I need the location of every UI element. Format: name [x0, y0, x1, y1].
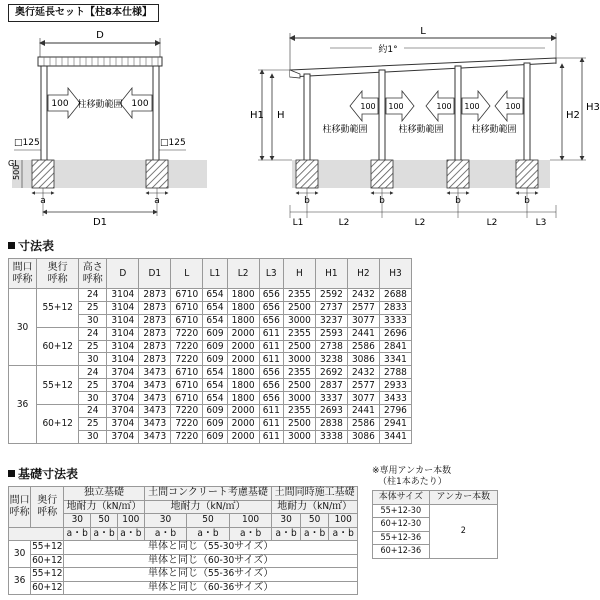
dim-value-cell: 1800	[227, 301, 259, 314]
dim-value-cell: 654	[203, 314, 227, 327]
found-width-cell: 30	[9, 541, 31, 568]
dim-value-cell: 2873	[139, 301, 171, 314]
dim-value-cell: 2441	[347, 327, 379, 340]
foundation-left	[32, 160, 54, 188]
found-strength-cell: 地耐力（kN/㎡）	[64, 500, 144, 514]
dim-value-cell: 2432	[347, 289, 379, 302]
dim-value-cell: 654	[203, 366, 227, 379]
dim-value-cell: 3238	[315, 353, 347, 366]
dim-value-cell: 3441	[379, 430, 411, 443]
dim-value-cell: 25	[79, 417, 107, 430]
range-value-r2: 100	[388, 102, 404, 111]
dim-value-cell: 2000	[227, 417, 259, 430]
dim-value-cell: 2500	[283, 301, 315, 314]
dim-value-cell: 2692	[315, 366, 347, 379]
dim-value-cell: 6710	[171, 314, 203, 327]
dim-value-cell: 7220	[171, 430, 203, 443]
dim-value-cell: 2441	[347, 405, 379, 418]
range-value-r4: 100	[464, 102, 480, 111]
dim-value-cell: 2841	[379, 340, 411, 353]
range-label-r3: 柱移動範囲	[471, 125, 517, 135]
dim-value-cell: 2837	[315, 379, 347, 392]
found-ab-cell: a・b	[229, 527, 272, 541]
label-H1: H1	[250, 110, 264, 121]
found-type-cell: 独立基礎	[64, 487, 144, 501]
dim-value-cell: 6710	[171, 289, 203, 302]
dim-value-cell: 2873	[139, 289, 171, 302]
label-D: D	[96, 30, 104, 41]
dim-value-cell: 611	[259, 353, 283, 366]
label-L3: L3	[535, 218, 547, 228]
found-ab-cell: a・b	[272, 527, 301, 541]
found-text-cell: 単体と同じ（60-36サイズ）	[64, 581, 358, 595]
dim-value-cell: 3333	[379, 314, 411, 327]
dim-value-cell: 3104	[107, 353, 139, 366]
section-header: 奥行延長セット【柱8本仕様】	[8, 4, 159, 22]
foundation-right	[146, 160, 168, 188]
range-value-r3: 100	[436, 102, 452, 111]
dim-value-cell: 2688	[379, 289, 411, 302]
anchor-row	[373, 504, 498, 518]
found-strength-cell: 地耐力（kN/㎡）	[272, 500, 358, 514]
label-L2a: L2	[338, 218, 350, 228]
anchor-count-cell: 2	[429, 504, 497, 558]
dim-value-cell: 3473	[139, 379, 171, 392]
dim-value-cell: 3704	[107, 392, 139, 405]
dim-value-cell: 611	[259, 417, 283, 430]
dim-header-cell: 奥行 呼称	[37, 259, 79, 289]
dim-value-cell: 611	[259, 340, 283, 353]
dim-value-cell: 3473	[139, 392, 171, 405]
anchor-size-cell: 55+12-30	[373, 504, 430, 518]
dim-header-cell: L1	[203, 259, 227, 289]
dim-value-cell: 24	[79, 405, 107, 418]
dim-value-cell: 2577	[347, 379, 379, 392]
dim-value-cell: 3086	[347, 353, 379, 366]
dim-section-title: 寸法表	[8, 237, 54, 254]
dim-value-cell: 1800	[227, 379, 259, 392]
dim-value-cell: 6710	[171, 379, 203, 392]
label-b4: b	[524, 196, 530, 206]
dim-value-cell: 6710	[171, 392, 203, 405]
found-level-cell: 30	[272, 514, 301, 528]
found-level-cell: 50	[91, 514, 118, 528]
dim-value-cell: 654	[203, 301, 227, 314]
found-type-cell: 土間同時施工基礎	[272, 487, 358, 501]
dim-value-cell: 654	[203, 379, 227, 392]
anchor-note: ※専用アンカー本数 （柱1本あたり）	[372, 466, 452, 487]
found-level-cell: 100	[117, 514, 144, 528]
dim-header-cell: D	[107, 259, 139, 289]
dim-value-cell: 30	[79, 430, 107, 443]
dim-value-cell: 3104	[107, 327, 139, 340]
foundation-table	[8, 486, 358, 595]
dim-value-cell: 7220	[171, 327, 203, 340]
dim-value-cell: 7220	[171, 405, 203, 418]
dim-value-cell: 656	[259, 392, 283, 405]
dim-value-cell: 3473	[139, 405, 171, 418]
dim-header-cell: D1	[139, 259, 171, 289]
dim-value-cell: 3000	[283, 314, 315, 327]
dim-value-cell: 609	[203, 340, 227, 353]
dim-value-cell: 1800	[227, 289, 259, 302]
dim-value-cell: 2933	[379, 379, 411, 392]
label-b3: b	[455, 196, 461, 206]
label-H: H	[277, 110, 285, 121]
dim-value-cell: 2873	[139, 314, 171, 327]
label-depth: 500	[12, 164, 21, 180]
dim-value-cell: 654	[203, 392, 227, 405]
dim-value-cell: 3000	[283, 430, 315, 443]
roof-side	[290, 58, 556, 77]
dim-row	[9, 405, 412, 418]
found-strength-cell: 地耐力（kN/㎡）	[144, 500, 272, 514]
dim-value-cell: 2577	[347, 301, 379, 314]
dim-value-cell: 3433	[379, 392, 411, 405]
dim-depth-cell: 55+12	[37, 289, 79, 328]
dim-value-cell: 609	[203, 327, 227, 340]
dim-value-cell: 2873	[139, 340, 171, 353]
found-text-cell: 単体と同じ（55-30サイズ）	[64, 541, 358, 555]
dim-value-cell: 2355	[283, 289, 315, 302]
label-b1: b	[304, 196, 310, 206]
anchor-size-cell: 60+12-36	[373, 545, 430, 559]
found-depth-cell: 60+12	[32, 581, 63, 593]
dim-value-cell: 2355	[283, 366, 315, 379]
range-label-r1: 柱移動範囲	[322, 125, 368, 135]
dim-depth-cell: 60+12	[37, 327, 79, 366]
dim-width-cell: 36	[9, 366, 37, 443]
found-level-cell: 30	[144, 514, 187, 528]
anchor-head-size: 本体サイズ	[373, 491, 430, 505]
found-head-width: 間口 呼称	[9, 487, 31, 528]
dim-value-cell: 2873	[139, 353, 171, 366]
label-H3: H3	[586, 102, 600, 113]
side-view	[8, 30, 207, 228]
dim-header-cell: H3	[379, 259, 411, 289]
dim-value-cell: 2355	[283, 327, 315, 340]
dimension-diagram	[0, 0, 600, 250]
anchor-head-row	[373, 491, 498, 505]
found-ab-cell: a・b	[144, 527, 187, 541]
dim-value-cell: 2586	[347, 417, 379, 430]
found-ab-cell: a・b	[117, 527, 144, 541]
found-head-depth: 奥行 呼称	[31, 487, 64, 528]
dim-value-cell: 2000	[227, 353, 259, 366]
dim-value-cell: 25	[79, 379, 107, 392]
dim-header-cell: L3	[259, 259, 283, 289]
dim-value-cell: 611	[259, 405, 283, 418]
dim-value-cell: 24	[79, 289, 107, 302]
dim-value-cell: 656	[259, 289, 283, 302]
dim-value-cell: 2500	[283, 417, 315, 430]
dim-value-cell: 25	[79, 301, 107, 314]
found-text-cell: 単体と同じ（60-30サイズ）	[64, 554, 358, 568]
dim-value-cell: 2000	[227, 430, 259, 443]
post-size-right: □125	[160, 138, 186, 148]
dim-value-cell: 2500	[283, 340, 315, 353]
dim-value-cell: 2593	[315, 327, 347, 340]
dim-value-cell: 3341	[379, 353, 411, 366]
dim-value-cell: 3337	[315, 392, 347, 405]
found-width-cell: 36	[9, 568, 31, 595]
dim-value-cell: 2738	[315, 340, 347, 353]
dim-value-cell: 2586	[347, 340, 379, 353]
dim-header-cell: H2	[347, 259, 379, 289]
dim-value-cell: 3473	[139, 366, 171, 379]
dim-value-cell: 2788	[379, 366, 411, 379]
dim-value-cell: 2693	[315, 405, 347, 418]
dim-value-cell: 2592	[315, 289, 347, 302]
front-view	[250, 26, 600, 228]
found-row	[9, 554, 358, 568]
dim-value-cell: 611	[259, 327, 283, 340]
anchor-table	[372, 490, 498, 559]
found-section-title: 基礎寸法表	[8, 465, 78, 482]
label-a-left: a	[40, 196, 46, 206]
dim-value-cell: 6710	[171, 301, 203, 314]
range-value-r5: 100	[505, 102, 521, 111]
post-size-left: □125	[14, 138, 40, 148]
dim-value-cell: 3473	[139, 430, 171, 443]
dim-value-cell: 3104	[107, 340, 139, 353]
dim-value-cell: 3104	[107, 301, 139, 314]
dim-value-cell: 3704	[107, 366, 139, 379]
dim-value-cell: 609	[203, 405, 227, 418]
dim-depth-cell: 55+12	[37, 366, 79, 405]
label-a-right: a	[154, 196, 160, 206]
dim-value-cell: 2833	[379, 301, 411, 314]
dim-value-cell: 24	[79, 327, 107, 340]
label-L: L	[420, 26, 426, 37]
dim-value-cell: 3000	[283, 353, 315, 366]
label-GL: GL	[8, 159, 19, 168]
dim-value-cell: 2873	[139, 327, 171, 340]
dim-value-cell: 25	[79, 340, 107, 353]
found-row	[9, 581, 358, 595]
dim-value-cell: 656	[259, 379, 283, 392]
label-L1: L1	[292, 218, 304, 228]
label-D1: D1	[92, 217, 108, 228]
found-head-row	[9, 487, 358, 501]
label-L2c: L2	[486, 218, 498, 228]
dim-value-cell: 2432	[347, 366, 379, 379]
range-value-right: 100	[131, 99, 149, 109]
dim-header-cell: H1	[315, 259, 347, 289]
found-ab-blank	[9, 527, 64, 541]
dim-value-cell: 1800	[227, 314, 259, 327]
dim-value-cell: 6710	[171, 366, 203, 379]
dim-value-cell: 656	[259, 366, 283, 379]
dim-value-cell: 611	[259, 430, 283, 443]
anchor-size-cell: 60+12-30	[373, 518, 430, 532]
found-depth-cell: 60+12	[32, 554, 63, 566]
found-depth-cell: 55+12	[32, 568, 63, 580]
dim-value-cell: 3473	[139, 417, 171, 430]
found-ab-cell: a・b	[64, 527, 91, 541]
found-row	[9, 568, 358, 582]
dim-value-cell: 2838	[315, 417, 347, 430]
dim-value-cell: 3077	[347, 314, 379, 327]
range-value-left: 100	[51, 99, 69, 109]
dim-value-cell: 3237	[315, 314, 347, 327]
dim-value-cell: 2941	[379, 417, 411, 430]
anchor-head-count: アンカー本数	[429, 491, 497, 505]
dim-value-cell: 3338	[315, 430, 347, 443]
dim-value-cell: 3077	[347, 392, 379, 405]
dim-value-cell: 2696	[379, 327, 411, 340]
dim-value-cell: 3704	[107, 430, 139, 443]
dim-value-cell: 2500	[283, 379, 315, 392]
found-ab-cell: a・b	[300, 527, 329, 541]
dim-value-cell: 2796	[379, 405, 411, 418]
dim-value-cell: 3704	[107, 379, 139, 392]
dim-value-cell: 1800	[227, 392, 259, 405]
found-ab-cell: a・b	[91, 527, 118, 541]
dim-value-cell: 3704	[107, 405, 139, 418]
found-level-cell: 100	[229, 514, 272, 528]
dim-header-cell: 間口 呼称	[9, 259, 37, 289]
found-ab-row	[9, 527, 358, 541]
dim-value-cell: 7220	[171, 340, 203, 353]
range-label: 柱移動範囲	[77, 100, 123, 110]
label-L2b: L2	[414, 218, 426, 228]
dim-value-cell: 609	[203, 430, 227, 443]
dim-header-cell: 高さ 呼称	[79, 259, 107, 289]
dim-value-cell: 7220	[171, 417, 203, 430]
dim-value-cell: 2000	[227, 327, 259, 340]
dim-value-cell: 24	[79, 366, 107, 379]
dim-value-cell: 3000	[283, 392, 315, 405]
label-angle: 約1°	[378, 45, 398, 55]
dim-value-cell: 2000	[227, 340, 259, 353]
dim-value-cell: 609	[203, 417, 227, 430]
dim-value-cell: 656	[259, 314, 283, 327]
dim-value-cell: 609	[203, 353, 227, 366]
dim-value-cell: 2000	[227, 405, 259, 418]
dim-value-cell: 3086	[347, 430, 379, 443]
range-label-r2: 柱移動範囲	[398, 125, 444, 135]
found-text-cell: 単体と同じ（55-36サイズ）	[64, 568, 358, 582]
dim-row	[9, 289, 412, 302]
found-level-cell: 100	[329, 514, 358, 528]
label-H2: H2	[566, 110, 580, 121]
dim-value-cell: 2737	[315, 301, 347, 314]
dim-header-cell: L2	[227, 259, 259, 289]
found-level-cell: 30	[64, 514, 91, 528]
found-level-cell: 50	[187, 514, 230, 528]
dim-header-cell: L	[171, 259, 203, 289]
dim-value-cell: 7220	[171, 353, 203, 366]
dim-value-cell: 654	[203, 289, 227, 302]
label-b2: b	[379, 196, 385, 206]
dim-value-cell: 30	[79, 314, 107, 327]
found-ab-cell: a・b	[187, 527, 230, 541]
found-ab-cell: a・b	[329, 527, 358, 541]
dim-header-cell: H	[283, 259, 315, 289]
found-row	[9, 541, 358, 555]
dim-value-cell: 656	[259, 301, 283, 314]
dim-value-cell: 2355	[283, 405, 315, 418]
dim-row	[9, 366, 412, 379]
found-depth-cell: 55+12	[32, 541, 63, 553]
dim-width-cell: 30	[9, 289, 37, 366]
ground-band-right	[292, 160, 550, 188]
found-type-cell: 土間コンクリート考慮基礎	[144, 487, 272, 501]
dim-value-cell: 3104	[107, 314, 139, 327]
anchor-size-cell: 55+12-36	[373, 531, 430, 545]
dimension-table	[8, 258, 412, 444]
dim-value-cell: 3104	[107, 289, 139, 302]
range-value-r1: 100	[360, 102, 376, 111]
dim-value-cell: 30	[79, 392, 107, 405]
dim-row	[9, 327, 412, 340]
found-level-cell: 50	[300, 514, 329, 528]
dim-value-cell: 3704	[107, 417, 139, 430]
dim-value-cell: 30	[79, 353, 107, 366]
dim-depth-cell: 60+12	[37, 405, 79, 444]
dim-value-cell: 1800	[227, 366, 259, 379]
